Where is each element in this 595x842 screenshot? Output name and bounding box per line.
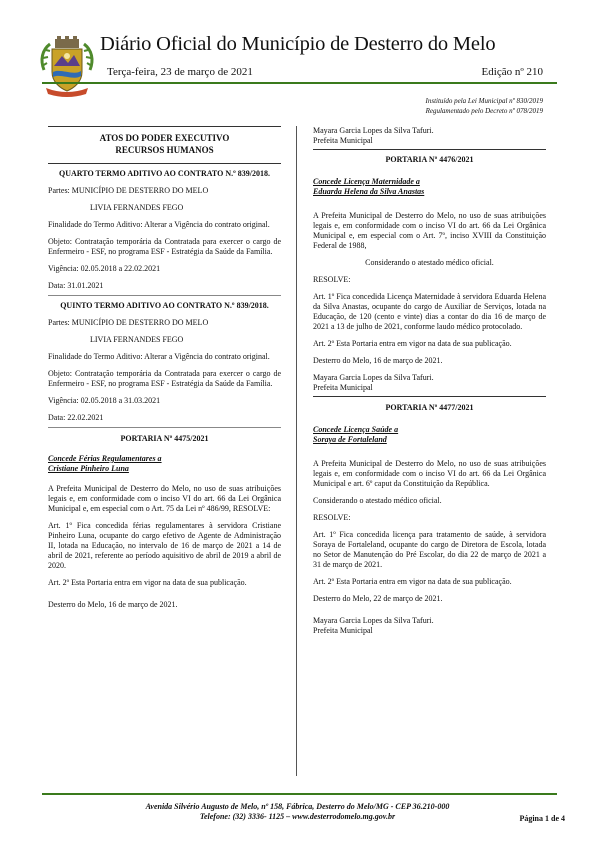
addendum-validity: Vigência: 02.05.2018 a 22.02.2021	[48, 264, 161, 273]
ordinance-subject-name: Eduarda Helena da Silva Anastas	[313, 187, 425, 196]
addendum-title: QUINTO TERMO ADITIVO AO CONTRATO N.º 839/2018.	[60, 301, 269, 310]
addendum-object: Objeto: Contratação temporária da Contratada para exercer o cargo de Enfermeiro - ESF, no programa ESF - Estratégia da Saúde da Família.	[48, 369, 281, 388]
ordinance-subject-name: Cristiane Pinheiro Luna	[48, 464, 129, 473]
addendum-purpose: Finalidade do Termo Aditivo: Alterar a Vigência do contrato original.	[48, 220, 270, 229]
section-title: ATOS DO PODER EXECUTIVO	[99, 133, 230, 143]
column-divider	[296, 126, 297, 776]
masthead-title: Diário Oficial do Município de Desterro do Melo	[100, 33, 496, 55]
ordinance-subject-name: Soraya de Fortaleland	[313, 435, 387, 444]
signature-name: Mayara Garcia Lopes da Silva Tafuri.	[313, 616, 434, 625]
page-number: Página 1 de 4	[519, 814, 565, 823]
footer-contact: Telefone: (32) 3336- 1125 – www.desterrodomelo.mg.gov.br	[199, 812, 396, 821]
ordinance-article-2: Art. 2º Esta Portaria entra em vigor na data de sua publicação.	[313, 577, 512, 586]
instituted-note: Instituído pela Lei Municipal nº 830/2019	[425, 97, 543, 105]
ordinance-subject: Concede Férias Regulamentares a	[48, 454, 162, 463]
footer-rule	[42, 793, 557, 795]
ordinance-article-1: Art. 1º Fica concedida Licença Maternidade à servidora Eduarda Helena da Silva Anastas, ocupante do cargo de Auxiliar de Serviços, lotada na Educação, de 120 (cento e vinte) dias a contar do dia 16 de março de 2021 a 13 de julho de 2021, conforme laudo médico protocolado.	[313, 292, 546, 331]
addendum-purpose: Finalidade do Termo Aditivo: Alterar a Vigência do contrato original.	[48, 352, 270, 361]
ordinance-article-1: Art. 1º Fica concedida férias regulamentares à servidora Cristiane Pinheiro Luna, ocupante do cargo efetivo de Agente de Administração II, lotada na Educação, no intervalo de 16 de março de 2021 a 14 de abril de 2021, referente ao período aquisitivo de abril de 2019 a abril de 2020.	[48, 521, 281, 570]
separator	[48, 427, 281, 428]
ordinance-subject: Concede Licença Maternidade a	[313, 177, 420, 186]
addendum-object: Objeto: Contratação temporária da Contratada para exercer o cargo de Enfermeiro - ESF, no programa ESF - Estratégia da Saúde da Família.	[48, 237, 281, 256]
ordinance-date: Desterro do Melo, 22 de março de 2021.	[313, 594, 443, 603]
signature-role: Prefeita Municipal	[313, 136, 373, 145]
separator	[313, 149, 546, 150]
section-subtitle: RECURSOS HUMANOS	[115, 145, 214, 155]
ordinance-title: PORTARIA Nº 4475/2021	[120, 434, 209, 443]
signature-role: Prefeita Municipal	[313, 626, 373, 635]
addendum-parties: Partes: MUNICÍPIO DE DESTERRO DO MELO	[48, 186, 209, 195]
section-rule	[48, 163, 281, 164]
addendum-date: Data: 31.01.2021	[48, 281, 104, 290]
ordinance-resolve: RESOLVE:	[313, 513, 351, 522]
ordinance-resolve: RESOLVE:	[313, 275, 351, 284]
addendum-contractor: LIVIA FERNANDES FEGO	[90, 203, 184, 212]
addendum-parties: Partes: MUNICÍPIO DE DESTERRO DO MELO	[48, 318, 209, 327]
addendum-date: Data: 22.02.2021	[48, 413, 104, 422]
right-column	[313, 126, 546, 643]
ordinance-subject: Concede Licença Saúde a	[313, 425, 399, 434]
addendum-contractor: LIVIA FERNANDES FEGO	[90, 335, 184, 344]
ordinance-considering: Considerando o atestado médico oficial.	[313, 496, 442, 505]
ordinance-considering: Considerando o atestado médico oficial.	[365, 258, 494, 267]
signature-name: Mayara Garcia Lopes da Silva Tafuri.	[313, 126, 434, 135]
separator	[48, 295, 281, 296]
ordinance-date: Desterro do Melo, 16 de março de 2021.	[48, 600, 178, 609]
footer-address: Avenida Silvério Augusto de Melo, nº 158, Fábrica, Desterro do Melo/MG - CEP 36.210-000	[145, 802, 450, 811]
coat-of-arms-logo	[38, 36, 96, 98]
header-rule	[42, 82, 557, 84]
edition-number: Edição nº 210	[481, 66, 543, 78]
ordinance-article-1: Art. 1º Fica concedida licença para tratamento de saúde, à servidora Soraya de Fortaleland, ocupante do cargo de Diretora de Escola, lotada no Setor de Manutenção do Pré Escolar, do dia 22 de março de 2021 a 31 de março de 2021.	[313, 530, 546, 569]
signature-role: Prefeita Municipal	[313, 383, 373, 392]
ordinance-intro: A Prefeita Municipal de Desterro do Melo, no uso de suas atribuições legais e, em conformidade com o inciso VI do art. 66 da Lei Orgânica Municipal e, em especial com o Art. 7º, inciso XVIII da Constituição Federal de 1988,	[313, 211, 546, 250]
ordinance-title: PORTARIA Nº 4476/2021	[385, 155, 474, 164]
separator	[313, 396, 546, 397]
addendum-validity: Vigência: 02.05.2018 a 31.03.2021	[48, 396, 161, 405]
ordinance-article-2: Art. 2º Esta Portaria entra em vigor na data de sua publicação.	[313, 339, 512, 348]
left-column	[48, 126, 281, 617]
section-rule	[48, 126, 281, 127]
regulated-note: Regulamentado pelo Decreto nº 078/2019	[425, 107, 543, 115]
issue-date: Terça-feira, 23 de março de 2021	[107, 66, 253, 78]
ordinance-intro: A Prefeita Municipal de Desterro do Melo, no uso de suas atribuições legais e, em conformidade com o inciso VI do art. 66 da Lei Orgânica Municipal e art. 6º caput da Constituição da República.	[313, 459, 546, 488]
ordinance-date: Desterro do Melo, 16 de março de 2021.	[313, 356, 443, 365]
ordinance-intro: A Prefeita Municipal de Desterro do Melo, no uso de suas atribuições legais e, em conformidade com o inciso VI do art. 66 da Lei Orgânica Municipal e, em especial com o Art. 75 da Lei nº 486/99, RESOLVE:	[48, 484, 281, 513]
ordinance-article-2: Art. 2º Esta Portaria entra em vigor na data de sua publicação.	[48, 578, 247, 587]
ordinance-title: PORTARIA Nº 4477/2021	[385, 403, 474, 412]
signature-name: Mayara Garcia Lopes da Silva Tafuri.	[313, 373, 434, 382]
addendum-title: QUARTO TERMO ADITIVO AO CONTRATO N.º 839/2018.	[59, 169, 270, 178]
